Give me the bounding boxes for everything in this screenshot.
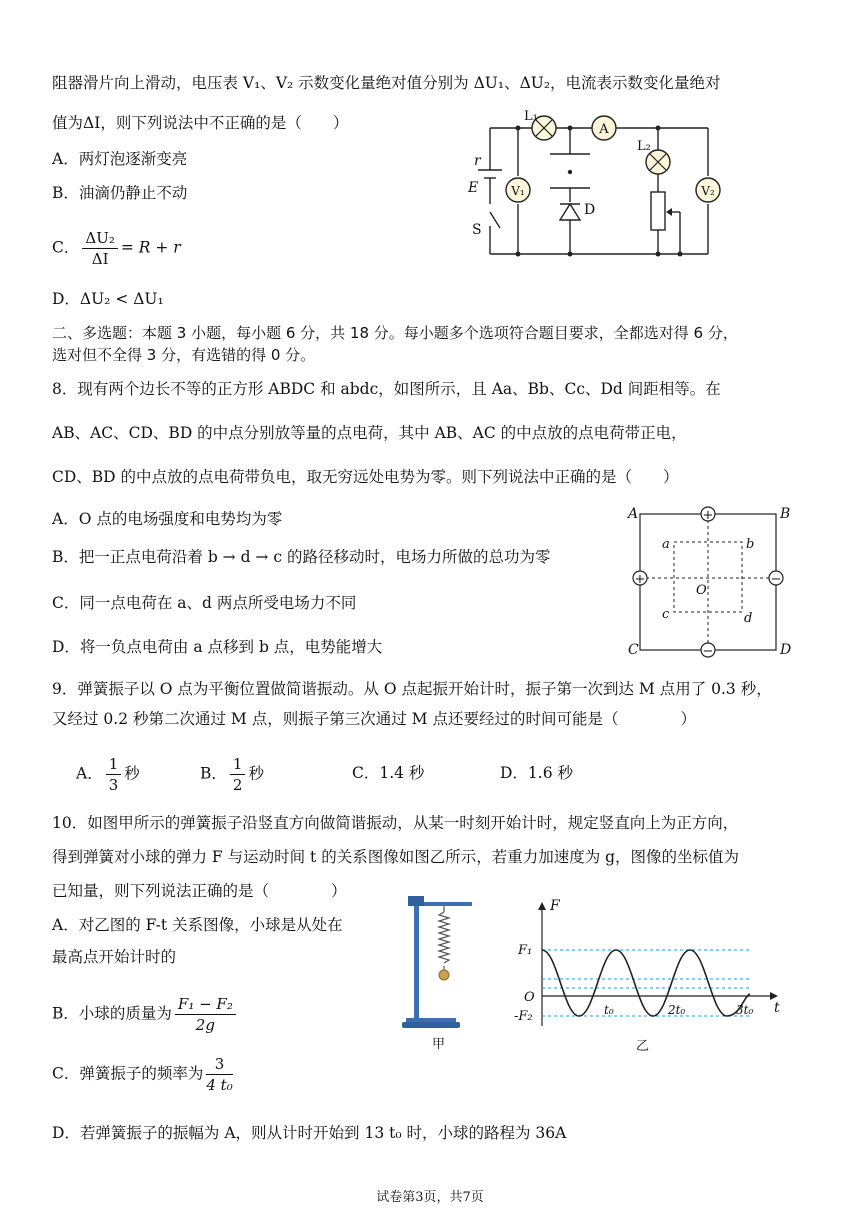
q9-option-a-fraction: $\frac{1}{3}$ [106, 754, 122, 795]
section-2-heading-line2: 选对但不全得 3 分，有选错的得 0 分。 [52, 346, 316, 364]
q8-stem-line3: CD、BD 的中点放的点电荷带负电，取无穷远处电势为零。则下列说法中正确的是（ ） [52, 468, 679, 486]
label-l1: L₁ [524, 109, 538, 124]
tick-label-2t0: 2t₀ [668, 1003, 686, 1017]
q10-stem-line3: 已知量，则下列说法正确的是（ ） [52, 882, 347, 900]
q9-option-b-fraction: $\frac{1}{2}$ [230, 754, 246, 795]
voltmeter-v1-icon [506, 178, 530, 202]
q7-stem-line1: 阻器滑片向上滑动，电压表 V₁、V₂ 示数变化量绝对值分别为 ΔU₁、ΔU₂，电流表示数变化量绝对 [52, 74, 721, 92]
label-O: O [696, 583, 707, 598]
figure-jia-label: 甲 [432, 1037, 446, 1052]
svg-text:−: − [770, 572, 782, 587]
spring-icon [439, 906, 449, 970]
fraction-denominator: ΔI [91, 250, 109, 268]
label-A: A [628, 506, 639, 522]
ammeter-icon [592, 116, 616, 140]
page-footer: 试卷第3页，共7页 [376, 1190, 484, 1205]
q7-option-c-label: C． [52, 238, 80, 257]
q9-option-a: A． $\frac{1}{3}$ 秒 [76, 755, 140, 794]
q7-option-b: B．油滴仍静止不动 [52, 184, 188, 202]
fraction-numerator: ΔU₂ [82, 228, 118, 249]
force-time-curve [542, 950, 750, 1016]
voltmeter-v2-label: V₂ [701, 184, 715, 198]
figure-yi-label: 乙 [636, 1039, 650, 1054]
q9-stem-line1: 9．弹簧振子以 O 点为平衡位置做简谐振动。从 O 点起振开始计时，振子第一次到达 M 点用了 0.3 秒， [52, 680, 772, 698]
q7-option-c-fraction [82, 228, 118, 269]
q10-figure-jia [396, 888, 486, 1058]
oil-drop [568, 170, 572, 174]
q10-figure-yi [512, 896, 792, 1056]
q10-stem-line2: 得到弹簧对小球的弹力 F 与运动时间 t 的关系图像如图乙所示，若重力加速度为 g，图像的坐标值为 [52, 848, 740, 866]
q10-option-a-line1: A．对乙图的 F-t 关系图像，小球是从处在 [52, 916, 343, 934]
tick-label-F1: F₁ [518, 943, 533, 958]
positive-charge-left-icon [633, 571, 647, 587]
positive-charge-top-icon [701, 507, 715, 523]
q8-square-figure [620, 496, 800, 660]
origin-label: O [524, 990, 535, 1005]
q8-option-d: D．将一负点电荷由 a 点移到 b 点，电势能增大 [52, 638, 383, 656]
q10-option-a-line2: 最高点开始计时的 [52, 948, 177, 966]
label-d: d [744, 611, 753, 626]
q8-option-b: B．把一正点电荷沿着 b → d → c 的路径移动时，电场力所做的总功为零 [52, 548, 551, 566]
q8-option-c: C．同一点电荷在 a、d 两点所受电场力不同 [52, 594, 357, 612]
q10-option-b: B．小球的质量为 $\frac{\text{F₁ − F₂}}{2g}$ [52, 994, 239, 1035]
q7-option-c [52, 228, 181, 269]
label-b: b [746, 537, 755, 552]
q10-option-b-fraction: $\frac{\text{F₁ − F₂}}{2g}$ [175, 994, 236, 1035]
q8-stem-line2: AB、AC、CD、BD 的中点分别放等量的点电荷，其中 AB、AC 的中点放的点电荷带正电， [52, 424, 687, 442]
q10-option-c: C．弹簧振子的频率为 $\frac{3}{\text{4 t₀}}$ [52, 1055, 233, 1094]
label-s: S [472, 222, 482, 238]
svg-text:+: + [634, 572, 646, 587]
axis-label-t: t [774, 1000, 780, 1016]
q7-circuit-figure [470, 108, 730, 260]
rheostat-slider-arrow [666, 208, 672, 216]
negative-charge-bottom-icon [701, 643, 715, 659]
voltmeter-v1-label: V₁ [511, 184, 525, 198]
diode-icon [560, 204, 580, 220]
label-D: D [780, 642, 792, 658]
q9-option-b: B． $\frac{1}{2}$ 秒 [200, 755, 264, 794]
voltmeter-v2-icon [696, 178, 720, 202]
label-C: C [628, 642, 639, 658]
section-2-heading-line1: 二、多选题：本题 3 小题，每小题 6 分，共 18 分。每小题多个选项符合题目要求，全都选对得 6 分， [52, 324, 738, 342]
label-d: D [584, 202, 596, 218]
ball-icon [439, 970, 449, 980]
q8-stem-line1: 8．现有两个边长不等的正方形 ABDC 和 abdc，如图所示，且 Aa、Bb、Cc、Dd 间距相等。在 [52, 380, 721, 398]
label-e: E [468, 180, 479, 196]
q7-stem-line2: 值为ΔI，则下列说法中不正确的是（ ） [52, 114, 349, 132]
tick-label-negF2: -F₂ [514, 1009, 533, 1024]
tick-label-3t0: 3t₀ [736, 1003, 754, 1017]
label-l2: L₂ [637, 139, 651, 154]
q9-stem-line2: 又经过 0.2 秒第二次通过 M 点，则振子第三次通过 M 点还要经过的时间可能是（ ） [52, 710, 696, 728]
q10-stem-line1: 10．如图甲所示的弹簧振子沿竖直方向做简谐振动，从某一时刻开始计时，规定竖直向上为正方向， [52, 814, 739, 832]
axis-label-F: F [550, 898, 560, 914]
svg-text:−: − [702, 644, 714, 659]
q7-option-d: D．ΔU₂ < ΔU₁ [52, 290, 164, 308]
negative-charge-right-icon [769, 571, 783, 587]
label-B: B [780, 506, 791, 522]
q10-option-c-fraction: $\frac{3}{\text{4 t₀}}$ [206, 1055, 233, 1094]
q10-option-d: D．若弹簧振子的振幅为 A，则从计时开始到 13 t₀ 时，小球的路程为 36A [52, 1124, 567, 1142]
ammeter-label: A [599, 122, 609, 137]
q7-option-a: A．两灯泡逐渐变亮 [52, 150, 188, 168]
label-a: a [662, 537, 670, 552]
tick-label-t0: t₀ [604, 1003, 614, 1017]
q7-option-c-rest: = R + r [120, 238, 181, 257]
label-r: r [474, 153, 481, 169]
svg-text:+: + [702, 508, 714, 523]
q9-option-d: D．1.6 秒 [500, 764, 574, 782]
q8-option-a: A．O 点的电场强度和电势均为零 [52, 510, 283, 528]
label-c: c [662, 607, 670, 622]
q9-option-c: C．1.4 秒 [352, 764, 425, 782]
stand-rod [414, 900, 419, 1020]
